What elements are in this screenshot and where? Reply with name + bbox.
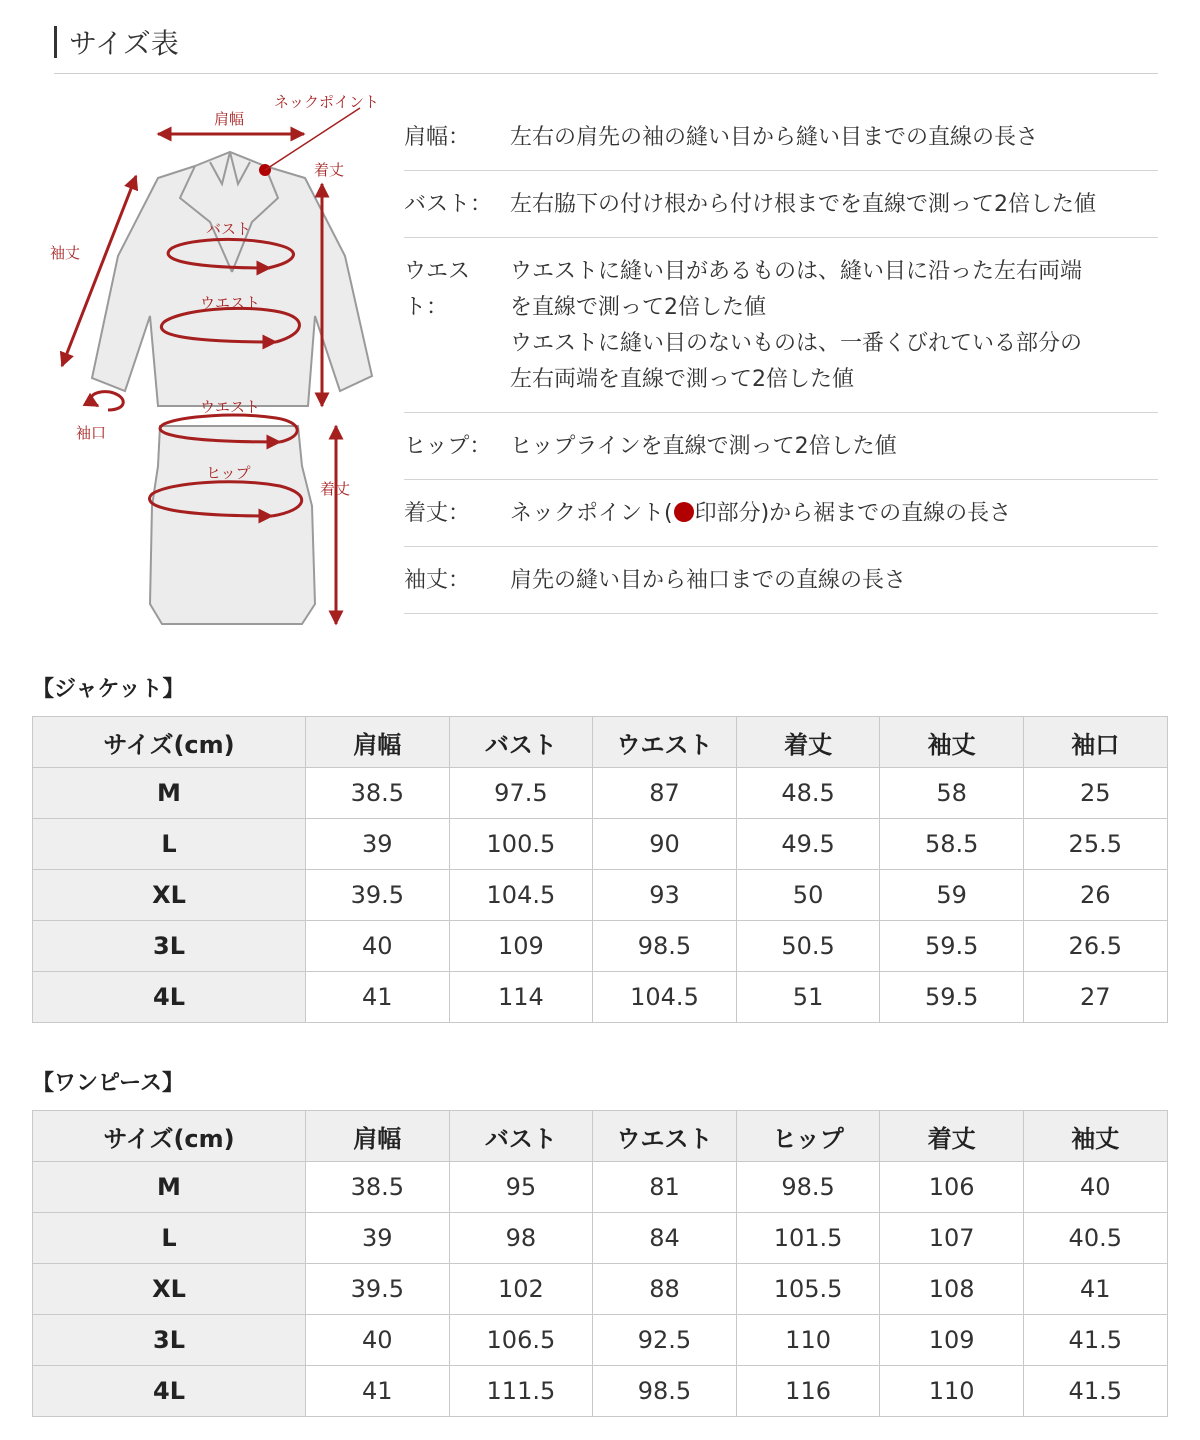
size-cell: 3L [33,1315,306,1366]
dress-section-title: 【ワンピース】 [32,1071,185,1096]
definition-text-part: ネックポイント( [510,501,673,526]
jacket-shape [92,152,372,406]
table-row [33,819,1168,870]
column-header: 着丈 [736,717,880,768]
table-cell: 39.5 [306,1264,450,1315]
label-cuff: 袖口 [76,424,107,442]
definition-text [510,254,1158,398]
table-cell: 93 [593,870,737,921]
table-cell: 50.5 [736,921,880,972]
column-header: バスト [449,717,593,768]
neck-point-leader [265,108,360,170]
size-cell: 4L [33,1366,306,1417]
definition-line: 左右の肩先の袖の縫い目から縫い目までの直線の長さ [510,125,1039,150]
label-shoulder: 肩幅 [214,110,245,128]
definition-label: ヒップ： [404,434,492,459]
table-cell: 40.5 [1023,1213,1167,1264]
definition-label: ウエスト： [404,259,471,320]
size-cell: 4L [33,972,306,1023]
table-cell: 39.5 [306,870,450,921]
measurement-definitions [404,104,1158,614]
definition-label: 肩幅： [404,125,471,150]
column-header: バスト [449,1111,593,1162]
table-cell: 106.5 [449,1315,593,1366]
dress-shape [150,426,315,624]
table-cell: 38.5 [306,1162,450,1213]
column-header: 着丈 [880,1111,1024,1162]
definition-line: ウエストに縫い目のないものは、一番くびれている部分の [510,331,1083,356]
table-cell: 98.5 [736,1162,880,1213]
column-header: 袖丈 [880,717,1024,768]
table-cell: 39 [306,1213,450,1264]
table-cell: 81 [593,1162,737,1213]
definition-line: ヒップラインを直線で測って2倍した値 [510,434,897,459]
table-cell: 51 [736,972,880,1023]
table-row [33,1366,1168,1417]
table-cell: 49.5 [736,819,880,870]
table-cell: 106 [880,1162,1024,1213]
table-cell: 25 [1023,768,1167,819]
table-row [33,768,1168,819]
table-cell: 98.5 [593,1366,737,1417]
definition-row [404,238,1158,413]
table-cell: 41 [1023,1264,1167,1315]
definition-label: 着丈： [404,501,471,526]
jacket-section-title: 【ジャケット】 [32,677,185,702]
table-cell: 41 [306,972,450,1023]
table-cell: 84 [593,1213,737,1264]
size-cell: L [33,1213,306,1264]
table-cell: 109 [449,921,593,972]
dress-size-table [32,1110,1168,1417]
title-bar [54,26,57,58]
table-cell: 110 [736,1315,880,1366]
table-cell: 40 [1023,1162,1167,1213]
table-cell: 114 [449,972,593,1023]
size-cell: L [33,819,306,870]
table-cell: 104.5 [593,972,737,1023]
table-cell: 90 [593,819,737,870]
table-cell: 104.5 [449,870,593,921]
table-row [33,1162,1168,1213]
definition-row [404,547,1158,614]
table-cell: 26.5 [1023,921,1167,972]
table-header-row [33,1111,1168,1162]
table-cell: 87 [593,768,737,819]
definition-text-part: 印部分)から裾までの直線の長さ [694,501,1012,526]
table-cell: 98.5 [593,921,737,972]
column-header: 袖丈 [1023,1111,1167,1162]
label-jacket-length: 着丈 [314,161,345,179]
title-divider [54,73,1158,74]
definition-label: 袖丈： [404,568,471,593]
jacket-size-table [32,716,1168,1023]
definition-line: 左右両端を直線で測って2倍した値 [510,367,854,392]
definition-text [510,563,1158,599]
table-cell: 58.5 [880,819,1024,870]
size-cell: XL [33,870,306,921]
table-cell: 26 [1023,870,1167,921]
definition-row [404,480,1158,547]
label-dress-waist: ウエスト [200,398,261,416]
table-row [33,1315,1168,1366]
definition-row [404,104,1158,171]
definition-text [510,187,1158,223]
table-cell: 41.5 [1023,1366,1167,1417]
table-cell: 108 [880,1264,1024,1315]
column-header: サイズ(cm) [33,1111,306,1162]
table-cell: 41.5 [1023,1315,1167,1366]
column-header: 袖口 [1023,717,1167,768]
table-row [33,972,1168,1023]
table-cell: 39 [306,819,450,870]
table-cell: 40 [306,921,450,972]
definition-label: バスト： [404,192,493,217]
table-cell: 48.5 [736,768,880,819]
size-cell: XL [33,1264,306,1315]
table-cell: 59 [880,870,1024,921]
label-hip: ヒップ [206,464,251,482]
definition-line [510,496,1158,532]
table-cell: 97.5 [449,768,593,819]
definition-line: ウエストに縫い目があるものは、縫い目に沿った左右両端 [510,259,1083,284]
definition-text [510,496,1158,532]
table-cell: 25.5 [1023,819,1167,870]
table-row [33,870,1168,921]
column-header: ウエスト [593,717,737,768]
size-cell: M [33,1162,306,1213]
table-row [33,921,1168,972]
table-cell: 59.5 [880,921,1024,972]
label-jacket-waist: ウエスト [200,294,261,312]
table-cell: 102 [449,1264,593,1315]
definition-line: 左右脇下の付け根から付け根までを直線で測って2倍した値 [510,192,1096,217]
table-cell: 38.5 [306,768,450,819]
table-header-row [33,717,1168,768]
table-cell: 101.5 [736,1213,880,1264]
label-dress-length: 着丈 [320,480,351,498]
table-cell: 98 [449,1213,593,1264]
table-row [33,1213,1168,1264]
table-cell: 116 [736,1366,880,1417]
measurement-diagram [40,86,400,636]
definition-row [404,171,1158,238]
column-header: 肩幅 [306,1111,450,1162]
table-cell: 100.5 [449,819,593,870]
neck-point-dot-icon [674,502,694,522]
table-cell: 41 [306,1366,450,1417]
table-cell: 110 [880,1366,1024,1417]
label-sleeve: 袖丈 [50,244,81,262]
table-cell: 92.5 [593,1315,737,1366]
label-neck-point: ネックポイント [274,93,380,111]
table-row [33,1264,1168,1315]
table-cell: 111.5 [449,1366,593,1417]
table-cell: 58 [880,768,1024,819]
column-header: ウエスト [593,1111,737,1162]
definition-text [510,429,1158,465]
definition-line: を直線で測って2倍した値 [510,295,766,320]
table-cell: 59.5 [880,972,1024,1023]
table-cell: 40 [306,1315,450,1366]
definition-line: 肩先の縫い目から袖口までの直線の長さ [510,568,907,593]
column-header: ヒップ [736,1111,880,1162]
page-title-text: サイズ表 [69,27,179,60]
column-header: 肩幅 [306,717,450,768]
table-cell: 109 [880,1315,1024,1366]
table-cell: 107 [880,1213,1024,1264]
page-title [54,22,179,62]
table-cell: 50 [736,870,880,921]
definition-text [510,120,1158,156]
cuff-measure [91,392,123,410]
size-cell: M [33,768,306,819]
size-cell: 3L [33,921,306,972]
label-bust: バスト [206,220,252,238]
table-cell: 95 [449,1162,593,1213]
table-cell: 88 [593,1264,737,1315]
table-cell: 105.5 [736,1264,880,1315]
column-header: サイズ(cm) [33,717,306,768]
definition-row [404,413,1158,480]
table-cell: 27 [1023,972,1167,1023]
